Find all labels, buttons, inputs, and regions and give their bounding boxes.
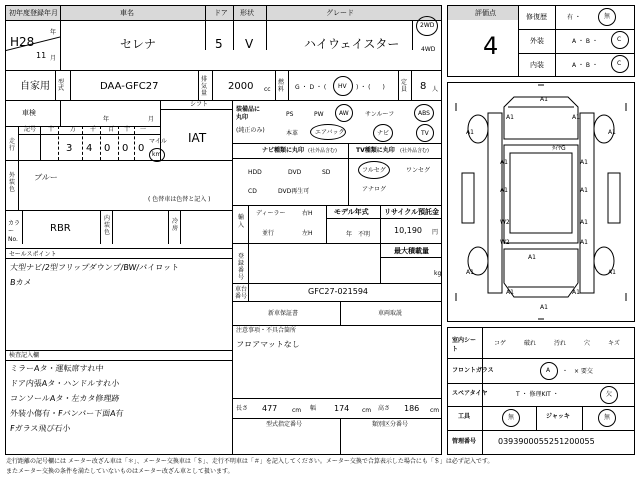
diagram-label-9: A1 [500,187,508,194]
seat-stain: 汚れ [554,340,567,347]
notes-text: フロアマットなし [235,340,301,349]
repair-options: 有 ・ [567,14,581,21]
spare-selected: 欠 [606,391,613,398]
displacement-label: 排気量 [201,76,208,97]
shape-label: 形状 [240,9,254,17]
reg-year-unit: 年 [50,29,57,36]
length: 477 [262,404,278,413]
car-name: セレナ [120,37,157,51]
seat-hole: 穴 [584,340,591,347]
inspector-label: 検査記入欄 [9,352,40,359]
diagram-label-19: W2 [500,239,510,246]
interior-color-label: 内装色 [104,215,111,236]
length-unit: cm [292,407,302,414]
mileage-unit-sen: 千 [90,126,97,133]
equipment-subtitle: (純正のみ) [236,127,265,134]
repair-selected: 無 [604,13,611,20]
recycle-fee-label: リサイクル預託金 [384,208,440,216]
sales-point-line-2: Bカメ [9,278,33,287]
reg-era-year: H28 [10,35,35,49]
recycle-fee-yen: 円 [432,229,439,236]
diagram-label-7: W2 [500,219,510,226]
navi-title: ナビ種類に丸印 [262,147,305,154]
repair-label: 修復歴 [526,13,547,21]
interior-options: A ・ B ・ [572,62,598,69]
drive-4wd: 4WD [421,46,436,53]
management-number: 0393900055251200055 [498,437,595,446]
equip-navi: ナビ [377,130,390,137]
notes-label: 注意事項・不具合箇所 [236,327,297,334]
import-parallel: 並行 [262,230,275,237]
equip-tv: TV [421,130,429,137]
capacity-unit: 人 [432,86,439,93]
car-name-label: 車名 [120,9,134,17]
vehicle-manual: 車両取説 [378,310,403,317]
handle-left: 左H [302,230,313,237]
category-label: 類別区分番号 [372,421,409,428]
mileage-unit-hyaku: 百 [108,126,115,133]
height-unit: cm [430,407,440,414]
diagram-label-20: A1 [580,239,588,246]
color-no-label: カラーNo. [8,220,21,243]
diagram-label-12: A1 [466,269,474,276]
equip-leather: 本革 [286,130,299,137]
equip-sunroof: サンルーフ [365,111,395,118]
import-dealer: ディーラー [256,210,286,217]
color-no: RBR [50,223,71,234]
navi-dvd-play: DVD再生可 [278,188,310,195]
tv-title: TV種類に丸印 [356,147,395,154]
fuel-options: G ・ D ・ ( [295,84,327,91]
equip-abs: ABS [418,110,430,117]
front-glass-selected: A [546,367,551,374]
inspection-label: 車検 [22,109,36,117]
type-cert-label: 型式指定番号 [266,421,303,428]
max-load-label: 最大積載量 [394,247,429,255]
fuel-tail: ) ・ ( ) [356,84,385,91]
height: 186 [404,404,420,413]
diagram-label-13: A1 [608,269,616,276]
mileage-unit-10man: 十 [48,126,55,133]
recycle-fee: 10,190 [394,226,422,235]
mile-label: マイル [149,138,167,145]
score-label: 評価点 [475,9,496,17]
tv-fullseg: フルセグ [362,167,386,174]
mileage-digit-5: 0 [138,143,145,154]
interior-seat-label: 室内シート [452,337,477,353]
jack-label: ジャッキ [546,413,570,420]
tools-label: 工具 [458,413,471,420]
jack-selected: 無 [604,414,611,421]
footer-line-1: 走行距離の記号欄には メーター改ざん車は「＊」、メーター交換車は「＄」、走行不明車は「＃」を記入してください。メーター交換で合算表示した場合にも「＄」は必ず記入です。 [6,458,494,465]
chassis-label: 車台番号 [235,286,248,300]
mileage-digit-2: 4 [86,143,93,154]
diagram-label-17: A1 [540,304,548,311]
usage-type: 自家用 [20,81,50,92]
diagram-label-1: A1 [540,96,548,103]
mileage-unit-symbol: 記号 [24,126,37,133]
mileage-digit-4: 0 [122,143,129,154]
tools-selected: 無 [508,414,515,421]
inspection-year-unit: 年 [103,116,110,123]
front-glass-tail: ・ × 要交 [562,368,593,375]
inspector-line-1: ミラーAタ・運転席すれ中 [9,364,105,373]
capacity: 8 [420,81,427,92]
capacity-label: 定員 [401,79,408,93]
diagram-label-18: A1 [528,254,536,261]
seat-tear: 破れ [524,340,537,347]
navi-note: (社外品含む) [308,148,337,154]
mileage-unit-juu: 十 [124,126,131,133]
reg-date-label: 初年度登録年月 [9,9,58,17]
fuel-selected: HV [338,83,347,90]
spare-options: T ・ 修理KIT ・ [516,391,559,398]
reg-month-unit: 月 [50,55,57,62]
management-label: 管理番号 [452,438,477,445]
diagram-label-5: A1 [608,129,616,136]
exterior-color-label: 外装色 [9,172,16,193]
navi-sd: SD [322,169,331,176]
seat-scratch: キズ [608,340,620,347]
exterior-label: 外装 [530,37,544,45]
car-body-diagram [448,83,634,321]
door-label: ドア [214,9,228,17]
diagram-label-3: A1 [572,114,580,121]
inspector-line-3: コンソールAタ・左カタ修理跡 [9,394,120,403]
mileage-digit-1: 3 [66,143,73,154]
displacement-unit: cc [264,86,271,93]
inspection-month-unit: 月 [148,116,155,123]
height-label: 高さ [378,405,391,412]
handle-right: 右H [302,210,313,217]
grade-label: グレード [326,9,354,17]
grade: ハイウェイスター [304,37,400,51]
spare-tire-label: スペアタイヤ [452,390,488,397]
width-label: 幅 [310,405,317,412]
diagram-label-6: A1 [500,159,508,166]
km-label: km [152,151,162,158]
shift: IAT [188,131,207,145]
interior-label: 内装 [530,61,544,69]
width: 174 [334,404,350,413]
model-label: 型式 [58,79,65,92]
aircon-label: 冷房 [172,218,179,232]
equip-pw: PW [314,111,324,118]
navi-cd: CD [248,188,257,195]
diagram-label-2: A1 [506,114,514,121]
mileage-unit-man: 万 [70,126,77,133]
inspector-line-4: 外装小傷有・Fバンパー下面A有 [9,409,125,418]
fuel-label: 燃料 [278,79,285,93]
equip-airbag: エアバック [315,129,345,136]
width-unit: cm [362,407,372,414]
diagram-label-11: A1 [580,219,588,226]
tv-analog: アナログ [362,186,387,193]
equip-aw: AW [339,110,349,117]
body-shape: V [245,37,254,51]
tv-oneseg: ワンセグ [406,167,431,174]
sales-point-line-1: 大型ナビ/2型フリップダウンプ/BW/パイロット [9,263,180,272]
equip-ps: PS [286,111,294,118]
exterior-selected: C [617,36,622,43]
model-code: DAA-GFC27 [100,81,159,92]
reg-month: 11 [36,51,47,60]
reg-no-label: 登録番号 [238,253,245,281]
displacement: 2000 [228,81,254,92]
navi-hdd: HDD [248,169,262,176]
diagram-label-10: A1 [580,187,588,194]
exterior-color: ブルー [33,173,59,182]
equipment-title: 装備品に丸印 [236,106,261,121]
tv-note: (社外品含む) [400,148,429,154]
mileage-label: 走行 [9,138,16,152]
mileage-unit-ichi: 一 [140,126,147,133]
front-glass-label: フロントガラス [452,367,494,374]
interior-selected: C [617,60,622,67]
exterior-options: A ・ B ・ [572,38,598,45]
new-car-cert: 新車保証書 [268,310,299,317]
import-label: 輸入 [238,214,245,229]
length-label: 長さ [236,405,249,412]
sales-point-label: セールスポイント [9,251,57,258]
diagram-label-15: A1 [506,289,514,296]
diagram-label-16: A1 [572,289,580,296]
color-change-note: ( 色替車は色替と記入 ) [148,196,211,203]
navi-dvd: DVD [288,169,302,176]
shift-label: シフト [190,101,209,108]
footer-line-2: またメーター交換の条件を満たしていないものはメーター改ざん車として扱います。 [6,468,234,475]
diagram-label-4: A1 [466,129,474,136]
inspector-line-5: Fガラス飛び石小 [9,424,71,433]
score-value: 4 [483,32,499,60]
diagram-label-8: A1 [580,159,588,166]
chassis-number: GFC27-021594 [308,287,368,296]
max-load-unit: kg [434,270,442,277]
model-year-unknown: 年 不明 [346,231,371,238]
door-count: 5 [215,37,223,51]
diagram-center-label: ﾀｲﾔG [552,145,566,152]
inspector-line-2: ドア内張Aタ・ハンドルすれ小 [9,379,120,388]
mileage-digit-3: 0 [104,143,111,154]
drive-2wd: 2WD [420,22,435,29]
model-year-label: モデル年式 [334,208,369,216]
seat-burn: コゲ [494,340,507,347]
